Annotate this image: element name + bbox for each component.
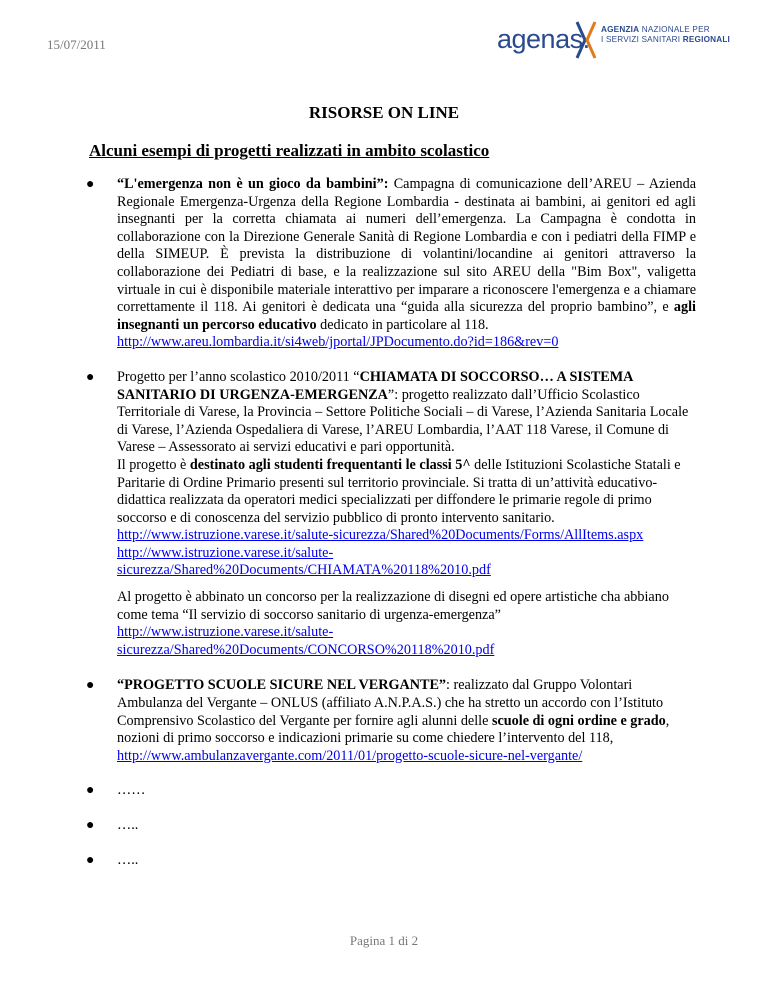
item-text: ….. — [117, 851, 139, 868]
item-text-part: , nozioni di primo soccorso e indicazioni primarie su come chiedere l’intervento del 118, — [117, 712, 670, 747]
bullet-icon: ● — [86, 818, 95, 833]
item-text-part: Il progetto è — [117, 456, 190, 473]
page-footer: Pagina 1 di 2 — [349, 933, 419, 948]
logo-line2-bold: REGIONALI — [682, 35, 731, 44]
bullet-icon: ● — [86, 177, 95, 192]
item-text — [117, 677, 696, 765]
varese-link-2[interactable]: http://www.istruzione.varese.it/salute- sicurezza/Shared%20Documents/CHIAMATA%20118%2010.pdf — [117, 544, 491, 579]
bullet-icon: ● — [86, 783, 95, 799]
bullet-icon: ● — [86, 369, 95, 385]
item-bold: scuole di ogni ordine e grado — [491, 712, 666, 729]
list-item-ellipsis — [86, 852, 696, 870]
item-text: ….. — [117, 817, 139, 833]
list-item-varese — [86, 369, 696, 660]
logo-agency-text — [601, 25, 730, 45]
bullet-icon: ● — [86, 678, 95, 694]
item-text-part: dedicato in particolare al 118. — [316, 316, 489, 333]
item-text-part: Campagna di comunicazione dell’AREU – Azienda Regionale Emergenza-Urgenza della Regione Lombardia - destinata ai bambini, ai genitori ed agli insegnanti per la corretta chiamata ai numeri dell’emergenza. La Campagna è condotta in collaborazione con la Direzione Generale Sanità di Regione Lombardia e con i pediatri della FIMP e della SIMEUP. È prevista la distribuzione di volantini/locandine ai genitori attraverso la collaborazione dei Pediatri di base, e la realizzazione sul sito AREU della "Bim Box", valigetta virtuale in cui è disponibile materiale interattivo per imparare a riconoscere l'emergenza e a chiamare correttamente il 118. Ai genitori è dedicata una “guida alla sicurezza del proprio bambino”, e — [117, 176, 696, 316]
item-bold: “PROGETTO SCUOLE SICURE NEL VERGANTE” — [117, 677, 447, 694]
logo-wordmark: agenas. — [497, 24, 590, 54]
item-bold: “L'emergenza non è un gioco da bambini”: — [117, 176, 389, 192]
areu-link[interactable]: http://www.areu.lombardia.it/si4web/jportal/JPDocumento.do?id=186&rev=0 — [117, 334, 559, 351]
item-text-part: ”: progetto realizzato dall’Ufficio Scolastico Territoriale di Varese, la Provincia – Settore Politiche Sociali – di Varese, l’Azienda Sanitaria Locale di Varese, l’Azienda Ospedaliera di Varese, l’AREU Lombardia, l’AAT 118 Varese, il Comune di Varese – Assessorato ai servizi educativi e pari opportunità. — [117, 386, 689, 456]
logo-line1-rest: NAZIONALE PER — [639, 25, 710, 34]
list-item-vergante — [86, 677, 696, 765]
item-text-part: delle Istituzioni Scolastiche Statali e Paritarie di Ordine Primario presenti sul territorio provinciale. Si tratta di un’attività educativo-didattica realizzata da operatori medici specializzati per diffondere le primarie regole di primo soccorso e di conoscenza del servizio pubblico di pronto intervento sanitario. — [117, 456, 681, 526]
logo-line2-rest: I SERVIZI SANITARI — [601, 35, 683, 44]
varese-link-1[interactable]: http://www.istruzione.varese.it/salute-sicurezza/Shared%20Documents/Forms/AllItems.aspx — [117, 527, 644, 544]
item-text — [117, 589, 696, 659]
list-item-ellipsis — [86, 817, 696, 835]
bullet-icon: ● — [86, 852, 95, 868]
item-text: …… — [117, 782, 146, 799]
item-bold: agli insegnanti un percorso educativo — [117, 299, 696, 333]
section-subtitle: Alcuni esempi di progetti realizzati in ambito scolastico — [89, 141, 490, 160]
item-text — [117, 176, 696, 352]
item-text — [117, 369, 696, 580]
logo-line1-bold: AGENZIA — [601, 25, 640, 34]
item-text-part: : realizzato dal Gruppo Volontari Ambulanza del Vergante – ONLUS (affiliato A.N.P.A.S.) che ha stretto un accordo con l’Istituto Comprensivo Scolastico del Vergante per fornire agli alunni delle — [117, 677, 664, 729]
project-list — [86, 176, 696, 869]
item-text-part: Progetto per l’anno scolastico 2010/2011 “ — [117, 368, 360, 385]
list-item-areu — [86, 176, 696, 352]
page-title: RISORSE ON LINE — [308, 103, 460, 122]
varese-link-3[interactable]: http://www.istruzione.varese.it/salute- sicurezza/Shared%20Documents/CONCORSO%20118%2010.pdf — [117, 624, 495, 658]
list-item-ellipsis — [86, 782, 696, 800]
vergante-link[interactable]: http://www.ambulanzavergante.com/2011/01/progetto-scuole-sicure-nel-vergante/ — [117, 747, 583, 764]
header-date: 15/07/2011 — [47, 37, 106, 52]
agenas-mark-icon — [575, 20, 597, 60]
item-bold: destinato agli studenti frequentanti le classi 5^ — [189, 456, 471, 473]
item-text-part: Al progetto è abbinato un concorso per la realizzazione di disegni ed opere artistiche cha abbiano come tema “Il servizio di soccorso sanitario di urgenza-emergenza” — [117, 589, 669, 623]
agenas-logo — [497, 18, 732, 66]
item-bold: CHIAMATA DI SOCCORSO… A SISTEMA SANITARIO DI URGENZA-EMERGENZA — [117, 368, 633, 403]
